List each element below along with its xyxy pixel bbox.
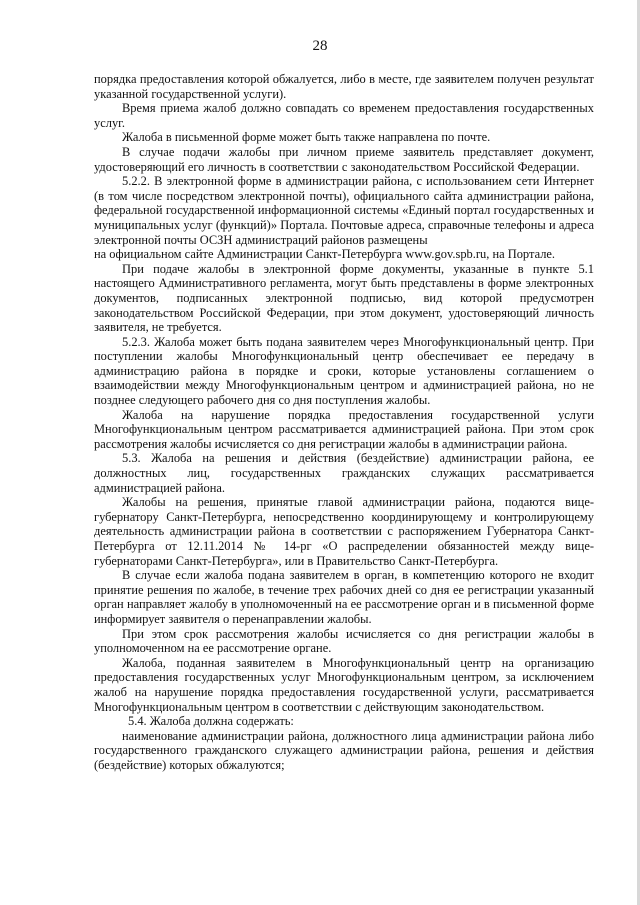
paragraph: на официальном сайте Администрации Санкт-Петербурга www.gov.spb.ru, на Портале.	[94, 247, 556, 262]
paragraph: В случае подачи жалобы при личном приеме заявитель представляет документ, удостоверяющий его личность в соответствии с законодательством Российской Федерации.	[94, 144, 594, 174]
paragraph: Жалоба на нарушение порядка предоставления государственной услуги Многофункциональным центром рассматривается администрацией района. При этом срок рассмотрения жалобы исчисляется со дня регистрации жалобы в администрации района.	[94, 407, 594, 451]
document-body	[94, 72, 594, 773]
paragraph: Жалоба, поданная заявителем в Многофункциональный центр на организацию предоставления государственных услуг Многофункциональным центром, за исключением жалоб на нарушение порядка предоставления государственной услуги, рассматривается Многофункциональным центром в соответствии с действующим законодательством.	[94, 655, 594, 714]
paragraph: 5.3. Жалоба на решения и действия (бездействие) администрации района, ее должностных лиц, государственных гражданских служащих рассматривается администрацией района.	[94, 451, 594, 495]
paragraph: Время приема жалоб должно совпадать со временем предоставления государственных услуг.	[94, 101, 594, 130]
paragraph: При этом срок рассмотрения жалобы исчисляется со дня регистрации жалобы в уполномоченном на ее рассмотрение органе.	[94, 626, 594, 656]
page-number: 28	[312, 38, 328, 54]
paragraph: Жалоба в письменной форме может быть также направлена по почте.	[122, 130, 491, 145]
paragraph: порядка предоставления которой обжалуется, либо в месте, где заявителем получен результат указанной государственной услуги).	[94, 72, 594, 101]
paragraph: 5.2.3. Жалоба может быть подана заявителем через Многофункциональный центр. При поступлении жалобы Многофункциональный центр обеспечивает ее передачу в администрацию района в порядке и сроки, которые установлены соглашением о взаимодействии между Многофункциональным центром и администрацией района, но не позднее следующего рабочего дня со дня поступления жалобы.	[94, 334, 594, 408]
section-heading: 5.4. Жалоба должна содержать:	[128, 714, 294, 729]
paragraph: 5.2.2. В электронной форме в администрации района, с использованием сети Интернет (в том числе посредством электронной почты), официального сайта администрации района, федеральной государственной информационной системы «Единый портал государственных и муниципальных услуг (функций)» Портала. Почтовые адреса, справочные телефоны и адреса электронной почты ОСЗН администраций районов размещены	[94, 174, 594, 247]
paragraph: При подаче жалобы в электронной форме документы, указанные в пункте 5.1 настоящего Административного регламента, могут быть представлены в форме электронных документов, подписанных электронной подписью, вид которой предусмотрен законодательством Российской Федерации, при этом документ, удостоверяющий личность заявителя, не требуется.	[94, 261, 594, 335]
paragraph: В случае если жалоба подана заявителем в орган, в компетенцию которого не входит принятие решения по жалобе, в течение трех рабочих дней со дня ее регистрации указанный орган направляет жалобу в уполномоченный на ее рассмотрение орган и в письменной форме информирует заявителя о перенаправлении жалобы.	[94, 568, 594, 626]
paragraph: Жалобы на решения, принятые главой администрации района, подаются вице-губернатору Санкт-Петербурга, непосредственно координирующему и контролирующему деятельность администрации района в соответствии с распоряжением Губернатора Санкт-Петербурга от 12.11.2014 № 14-рг «О распределении обязанностей между вице-губернаторами Санкт-Петербурга», или в Правительство Санкт-Петербурга.	[94, 495, 594, 568]
paragraph: наименование администрации района, должностного лица администрации района либо государственного гражданского служащего администрации района, решения и действия (бездействие) которых обжалуются;	[94, 728, 594, 772]
